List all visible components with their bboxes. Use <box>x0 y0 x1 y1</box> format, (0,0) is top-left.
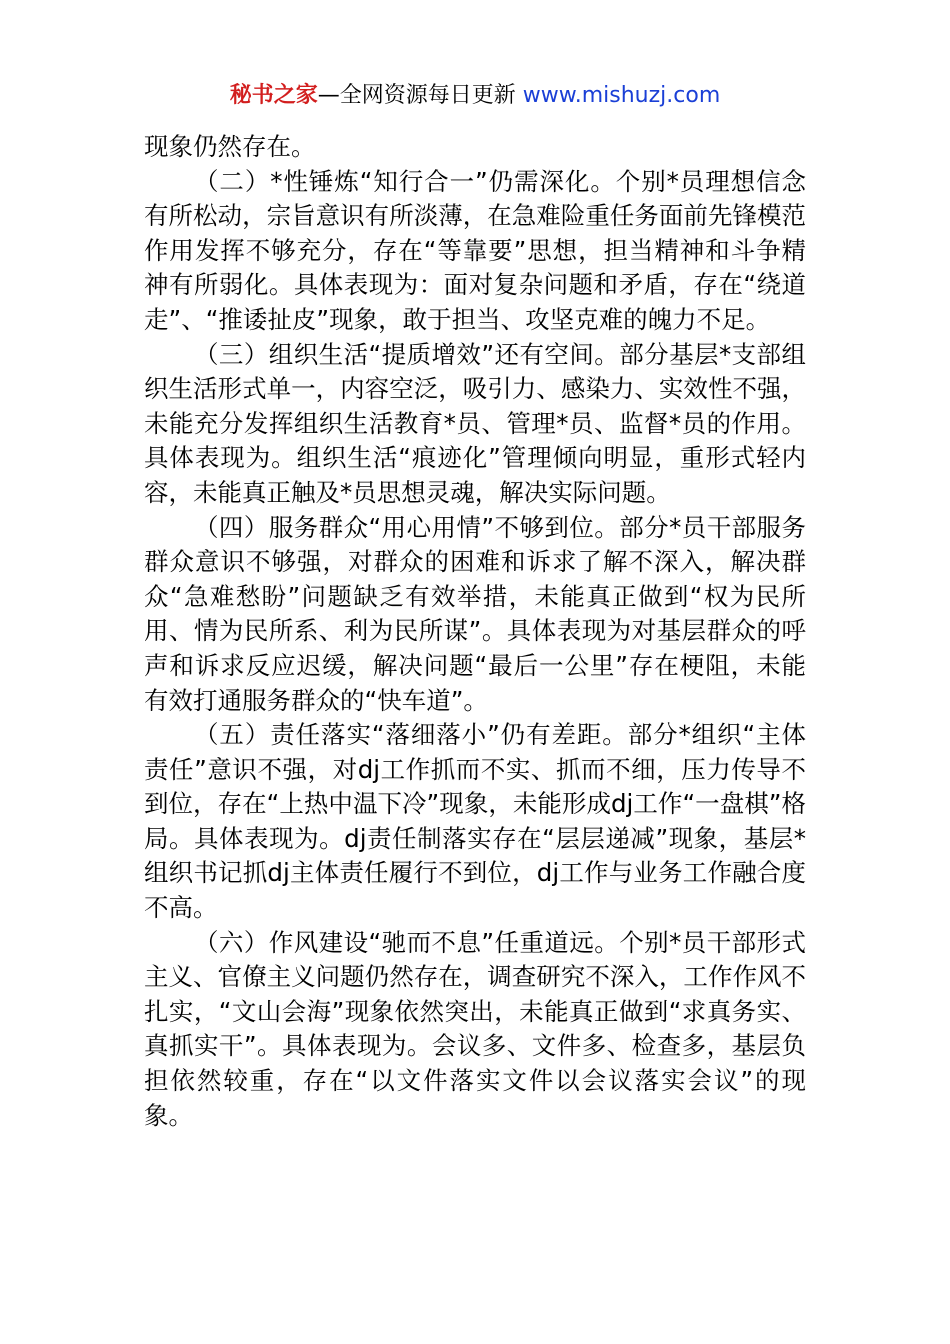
paragraph-continuation: 现象仍然存在。 <box>144 132 316 161</box>
site-url-link[interactable]: www.mishuzj.com <box>522 83 721 108</box>
paragraph-section-2: （二）*性锤炼“知行合一”仍需深化。个别*员理想信念有所松动，宗旨意识有所淡薄，在急难险重任务面前先锋模范作用发挥不够充分，存在“等靠要”思想，担当精神和斗争精神有所弱化。具体表现为：面对复杂问题和矛盾，存在“绕道走”、“推诿扯皮”现象，敢于担当、攻坚克难的魄力不足。 <box>144 166 806 334</box>
brand-name: 秘书之家 <box>229 83 318 108</box>
paragraph-section-4: （四）服务群众“用心用情”不够到位。部分*员干部服务群众意识不够强，对群众的困难和诉求了解不深入，解决群众“急难愁盼”问题缺乏有效举措，未能真正做到“权为民所用、情为民所系、利为民所谋”。具体表现为对基层群众的呼声和诉求反应迟缓，解决问题“最后一公里”存在梗阻，未能有效打通服务群众的“快车道”。 <box>144 512 806 715</box>
paragraph-section-5: （五）责任落实“落细落小”仍有差距。部分*组织“主体责任”意识不强，对dj工作抓而不实、抓而不细，压力传导不到位，存在“上热中温下冷”现象，未能形成dj工作“一盘棋”格局。具体表现为。dj责任制落实存在“层层递减”现象，基层*组织书记抓dj主体责任履行不到位，dj工作与业务工作融合度不高。 <box>144 720 806 923</box>
site-header <box>0 82 950 110</box>
paragraph-section-6: （六）作风建设“驰而不息”任重道远。个别*员干部形式主义、官僚主义问题仍然存在，调查研究不深入，工作作风不扎实，“文山会海”现象依然突出，未能真正做到“求真务实、真抓实干”。具体表现为。会议多、文件多、检查多，基层负担依然较重，存在“以文件落实文件以会议落实会议”的现象。 <box>144 927 806 1130</box>
paragraph-section-3: （三）组织生活“提质增效”还有空间。部分基层*支部组织生活形式单一，内容空泛，吸引力、感染力、实效性不强，未能充分发挥组织生活教育*员、管理*员、监督*员的作用。具体表现为。组织生活“痕迹化”管理倾向明显，重形式轻内容，未能真正触及*员思想灵魂，解决实际问题。 <box>144 339 806 507</box>
document-body <box>144 130 806 1133</box>
header-tagline: —全网资源每日更新 <box>317 83 523 108</box>
